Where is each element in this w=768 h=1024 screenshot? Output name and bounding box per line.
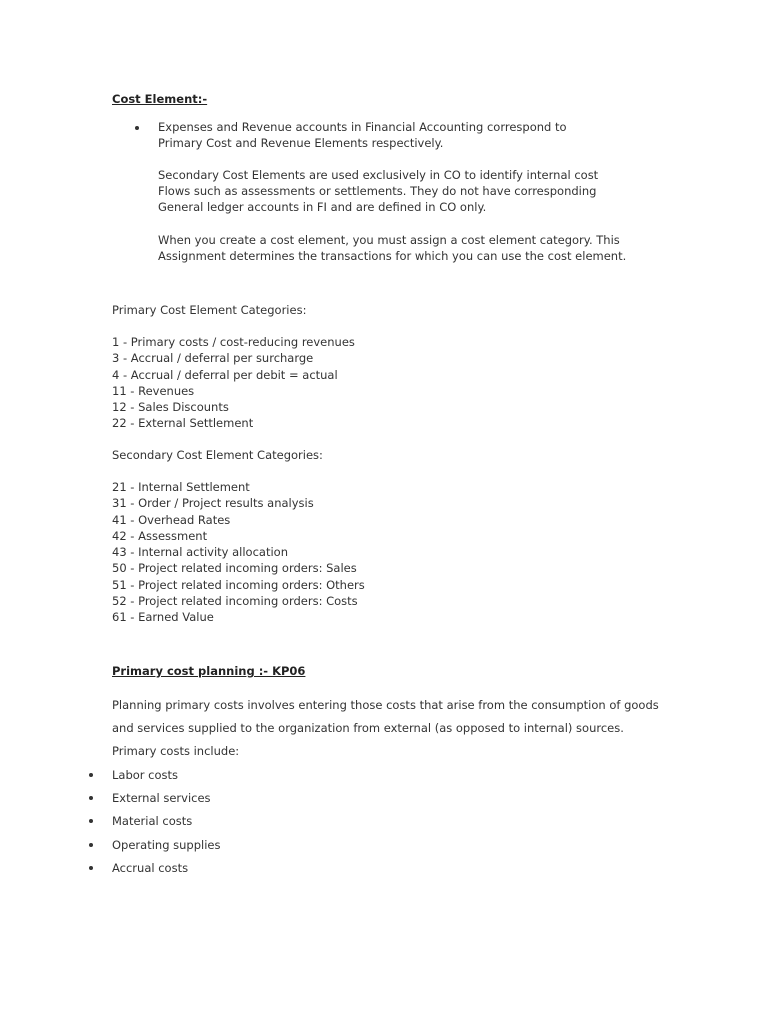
list-item: 1 - Primary costs / cost-reducing revenues (112, 335, 355, 349)
paragraph-line: Planning primary costs involves entering those costs that arise from the consumption of goods (112, 698, 659, 712)
list-item: 3 - Accrual / deferral per surcharge (112, 351, 314, 366)
bullet-text-line: Expenses and Revenue accounts in Financial Accounting correspond to (158, 120, 567, 134)
bullet-dot (89, 796, 93, 800)
list-item: 50 - Project related incoming orders: Sales (112, 561, 357, 576)
list-item: 11 - Revenues (112, 383, 195, 398)
bullet-dot (89, 773, 93, 777)
list-item: 43 - Internal activity allocation (112, 545, 288, 560)
bullet-text-line: Primary Cost and Revenue Elements respectively. (158, 136, 444, 150)
list-item: 51 - Project related incoming orders: Others (112, 577, 365, 592)
list-item: 52 - Project related incoming orders: Costs (112, 594, 358, 609)
list-item: Material costs (112, 814, 193, 828)
secondary-categories-title: Secondary Cost Element Categories: (112, 448, 323, 462)
secondary-categories-list (112, 479, 365, 626)
bullet-dot (89, 819, 93, 823)
list-item: 4 - Accrual / deferral per debit = actual (112, 367, 338, 382)
list-item: 22 - External Settlement (112, 416, 254, 431)
cost-element-heading: Cost Element:- (112, 92, 208, 106)
paragraph-line: General ledger accounts in FI and are defined in CO only. (158, 200, 487, 214)
paragraph-line: Secondary Cost Elements are used exclusively in CO to identify internal cost (158, 168, 599, 182)
list-item: 12 - Sales Discounts (112, 400, 229, 415)
list-item: 42 - Assessment (112, 528, 208, 543)
list-item: 41 - Overhead Rates (112, 512, 231, 527)
paragraph-line: When you create a cost element, you must assign a cost element category. This (158, 233, 620, 247)
paragraph-line: and services supplied to the organization from external (as opposed to internal) sources. (112, 721, 624, 735)
bullet-dot (135, 126, 139, 130)
list-item: External services (112, 791, 211, 805)
primary-categories-title: Primary Cost Element Categories: (112, 303, 307, 317)
list-item: 61 - Earned Value (112, 610, 214, 625)
list-item: Operating supplies (112, 838, 221, 852)
paragraph-line: Primary costs include: (112, 744, 240, 758)
list-item: Accrual costs (112, 861, 189, 875)
paragraph-line: Flows such as assessments or settlements. They do not have corresponding (158, 184, 597, 198)
list-item: 21 - Internal Settlement (112, 480, 250, 494)
primary-cost-planning-heading: Primary cost planning :- KP06 (112, 664, 306, 678)
bullet-dot (89, 843, 93, 847)
list-item: Labor costs (112, 768, 179, 782)
primary-categories-list (112, 334, 355, 432)
paragraph-line: Assignment determines the transactions for which you can use the cost element. (158, 249, 627, 263)
bullet-dot (89, 866, 93, 870)
list-item: 31 - Order / Project results analysis (112, 496, 314, 511)
